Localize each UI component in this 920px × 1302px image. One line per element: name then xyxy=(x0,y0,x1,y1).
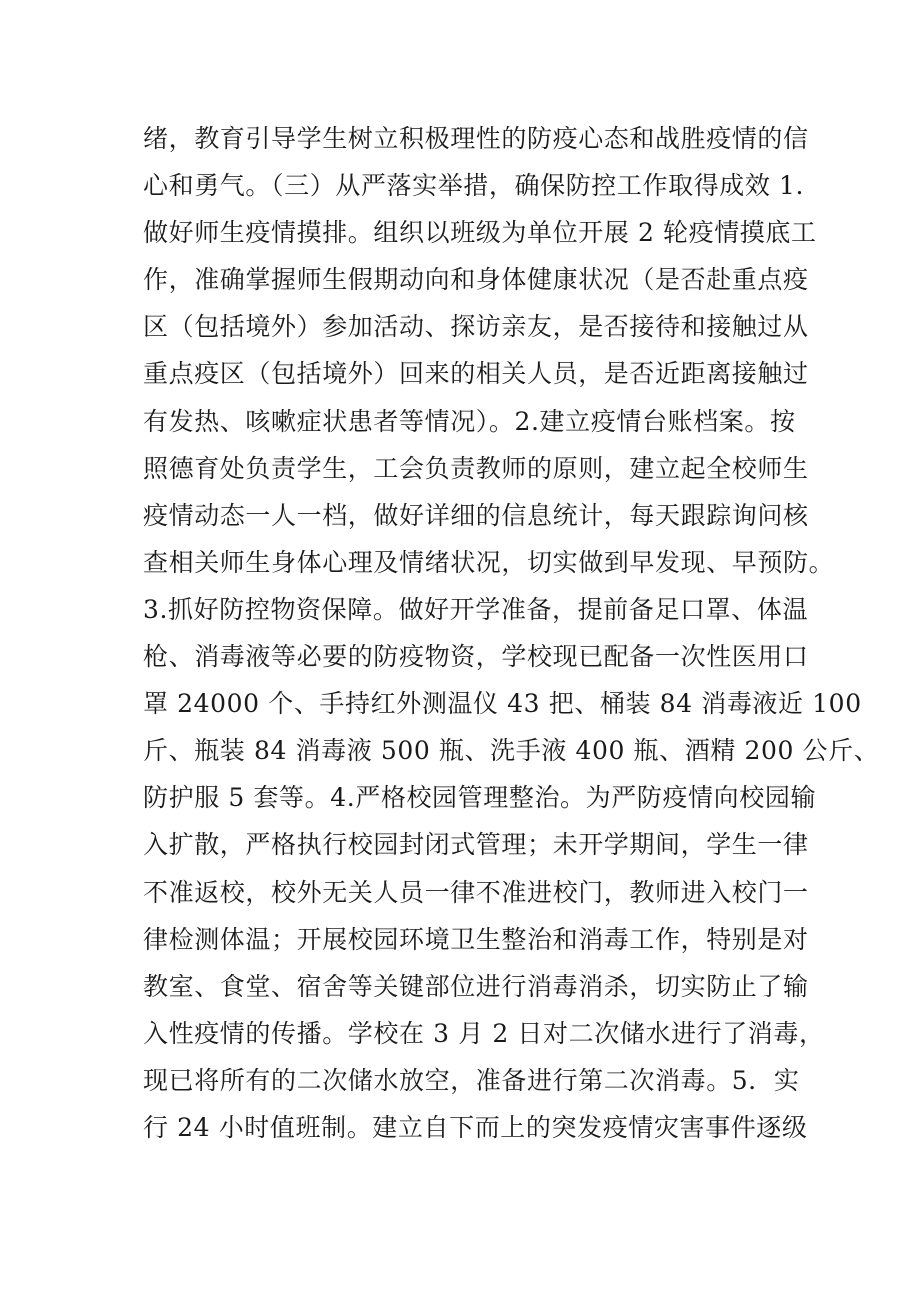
text-line: 有发热、咳嗽症状患者等情况）。2.建立疫情台账档案。按 xyxy=(143,406,796,436)
text-line: 入性疫情的传播。学校在 3 月 2 日对二次储水进行了消毒， xyxy=(143,1018,825,1048)
text-line: 疫情动态一人一档，做好详细的信息统计，每天跟踪询问核 xyxy=(143,500,809,530)
text-line: 心和勇气。（三）从严落实举措，确保防控工作取得成效 1. xyxy=(143,171,805,201)
text-line: 做好师生疫情摸排。组织以班级为单位开展 2 轮疫情摸底工 xyxy=(143,218,817,248)
text-line: 现已将所有的二次储水放空，准备进行第二次消毒。5．实 xyxy=(143,1065,800,1095)
text-line: 行 24 小时值班制。建立自下而上的突发疫情灾害事件逐级 xyxy=(143,1112,808,1142)
text-line: 律检测体温；开展校园环境卫生整治和消毒工作，特别是对 xyxy=(143,924,809,954)
body-paragraph xyxy=(143,115,880,1151)
text-line: 照德育处负责学生，工会负责教师的原则，建立起全校师生 xyxy=(143,453,809,483)
text-line: 重点疫区（包括境外）回来的相关人员，是否近距离接触过 xyxy=(143,359,809,389)
text-line: 绪，教育引导学生树立积极理性的防疫心态和战胜疫情的信 xyxy=(143,124,809,153)
text-line: 枪、消毒液等必要的防疫物资，学校现已配备一次性医用口 xyxy=(143,642,809,672)
text-line: 入扩散，严格执行校园封闭式管理；未开学期间，学生一律 xyxy=(143,830,809,860)
text-line: 防护服 5 套等。4.严格校园管理整治。为严防疫情向校园输 xyxy=(143,783,817,813)
text-line: 教室、食堂、宿舍等关键部位进行消毒消杀，切实防止了输 xyxy=(143,971,809,1001)
text-line: 区（包括境外）参加活动、探访亲友，是否接待和接触过从 xyxy=(143,312,809,342)
text-line: 3.抓好防控物资保障。做好开学准备，提前备足口罩、体温 xyxy=(143,594,809,624)
text-line: 查相关师生身体心理及情绪状况，切实做到早发现、早预防。 xyxy=(143,547,835,577)
text-line: 罩 24000 个、手持红外测温仪 43 把、桶装 84 消毒液近 100 xyxy=(143,689,862,719)
text-line: 作，准确掌握师生假期动向和身体健康状况（是否赴重点疫 xyxy=(143,265,809,295)
text-line: 斤、瓶装 84 消毒液 500 瓶、洗手液 400 瓶、酒精 200 公斤、 xyxy=(143,736,880,766)
text-line: 不准返校，校外无关人员一律不准进校门，教师进入校门一 xyxy=(143,877,809,907)
